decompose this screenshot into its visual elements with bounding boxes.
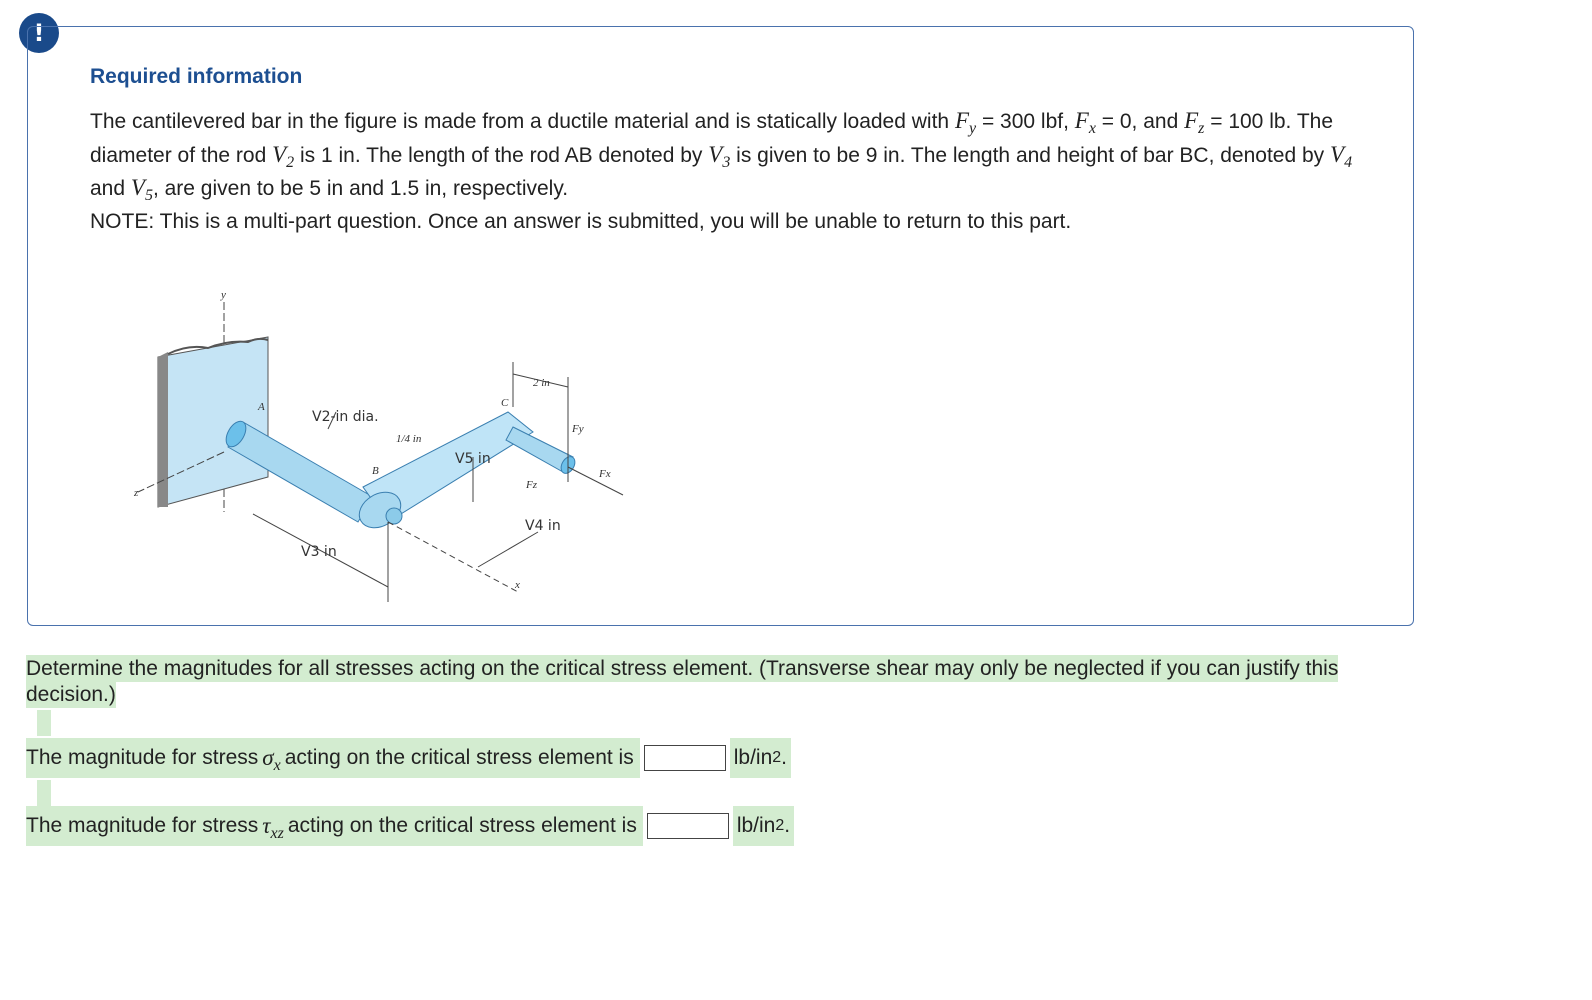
var-v3: $V_3$ [708,141,731,171]
axis-z-label: z [134,487,139,499]
answer-row-tau-xz [26,806,794,846]
prompt-tail: acting on the critical stress element is [284,746,634,769]
force-fx-label: Fx [599,468,611,480]
required-information-panel [27,26,1414,626]
wall [158,337,268,507]
text-segment: is 1 in. The length of the rod AB denoted by [294,143,709,167]
axis-x-label: x [515,579,520,591]
prompt-lead: The magnitude for stress [26,746,259,769]
point-a: A [258,401,265,413]
var-v5: $V_5$ [130,175,153,204]
var-fx: $F_x$ [1074,108,1096,137]
tau-xz-symbol: $\tau_{xz}$ [262,813,284,842]
force-fy-label: Fy [572,423,584,435]
problem-statement [90,105,1380,238]
point-b: B [372,465,379,477]
force-fz-label: Fz [526,479,537,491]
answer-prompt [26,738,640,778]
panel-title: Required information [90,65,303,88]
highlight-spacer [37,780,51,806]
prompt-lead: The magnitude for stress [26,814,259,837]
label-length-ab: V3 in [301,544,337,560]
question-text [26,656,1386,708]
text-segment: and [90,177,131,200]
var-fz: $F_z$ [1184,108,1205,137]
force-fx-arrow [568,467,623,495]
exclamation-icon: ! [33,19,45,47]
text-segment: = 0, and [1095,110,1185,133]
text-segment: = 300 lbf, [976,110,1075,133]
label-length-bc: V4 in [525,518,561,534]
text-segment: The cantilevered bar in the figure is made from a ductile material and is statically loaded with [90,110,955,133]
label-height: V5 in [455,451,491,467]
bar-b-hole [386,508,402,524]
prompt-tail: acting on the critical stress element is [287,814,637,837]
tau-xz-input[interactable] [647,813,729,839]
text-segment: is given to be 9 in. The length and height of bar BC, denoted by [730,143,1331,167]
axis-y-label: y [221,289,226,301]
label-quarter-in: 1/4 in [396,433,422,445]
var-v4: $V_4$ [1330,141,1353,171]
question-highlight: Determine the magnitudes for all stresses acting on the critical stress element. (Transverse shear may only be neglected if you can justify this decision.) [26,657,1339,706]
label-diameter: V2-in dia. [312,409,379,425]
unit-label: lb/in 2 . [730,738,791,778]
var-v2: $V_2$ [272,141,295,171]
highlight-spacer [37,710,51,736]
dim-line-bc [478,532,538,567]
wall-hatch [158,352,168,507]
sigma-x-input[interactable] [644,745,726,771]
x-axis-line [388,522,518,592]
unit-label: lb/in 2 . [733,806,794,846]
point-c: C [501,397,509,409]
text-segment: = 100 lb. The diameter of the rod [90,110,1334,167]
note-text: NOTE: This is a multi-part question. Once an answer is submitted, you will be unable to return to this part. [90,209,1072,233]
cantilever-figure [128,282,628,612]
label-2in: 2 in [533,377,550,389]
text-segment: , are given to be 5 in and 1.5 in, respectively. [152,177,569,200]
var-fy: $F_y$ [954,108,977,137]
sigma-x-symbol: $\sigma_x$ [262,745,281,774]
answer-row-sigma-x [26,738,791,778]
answer-prompt [26,806,643,846]
